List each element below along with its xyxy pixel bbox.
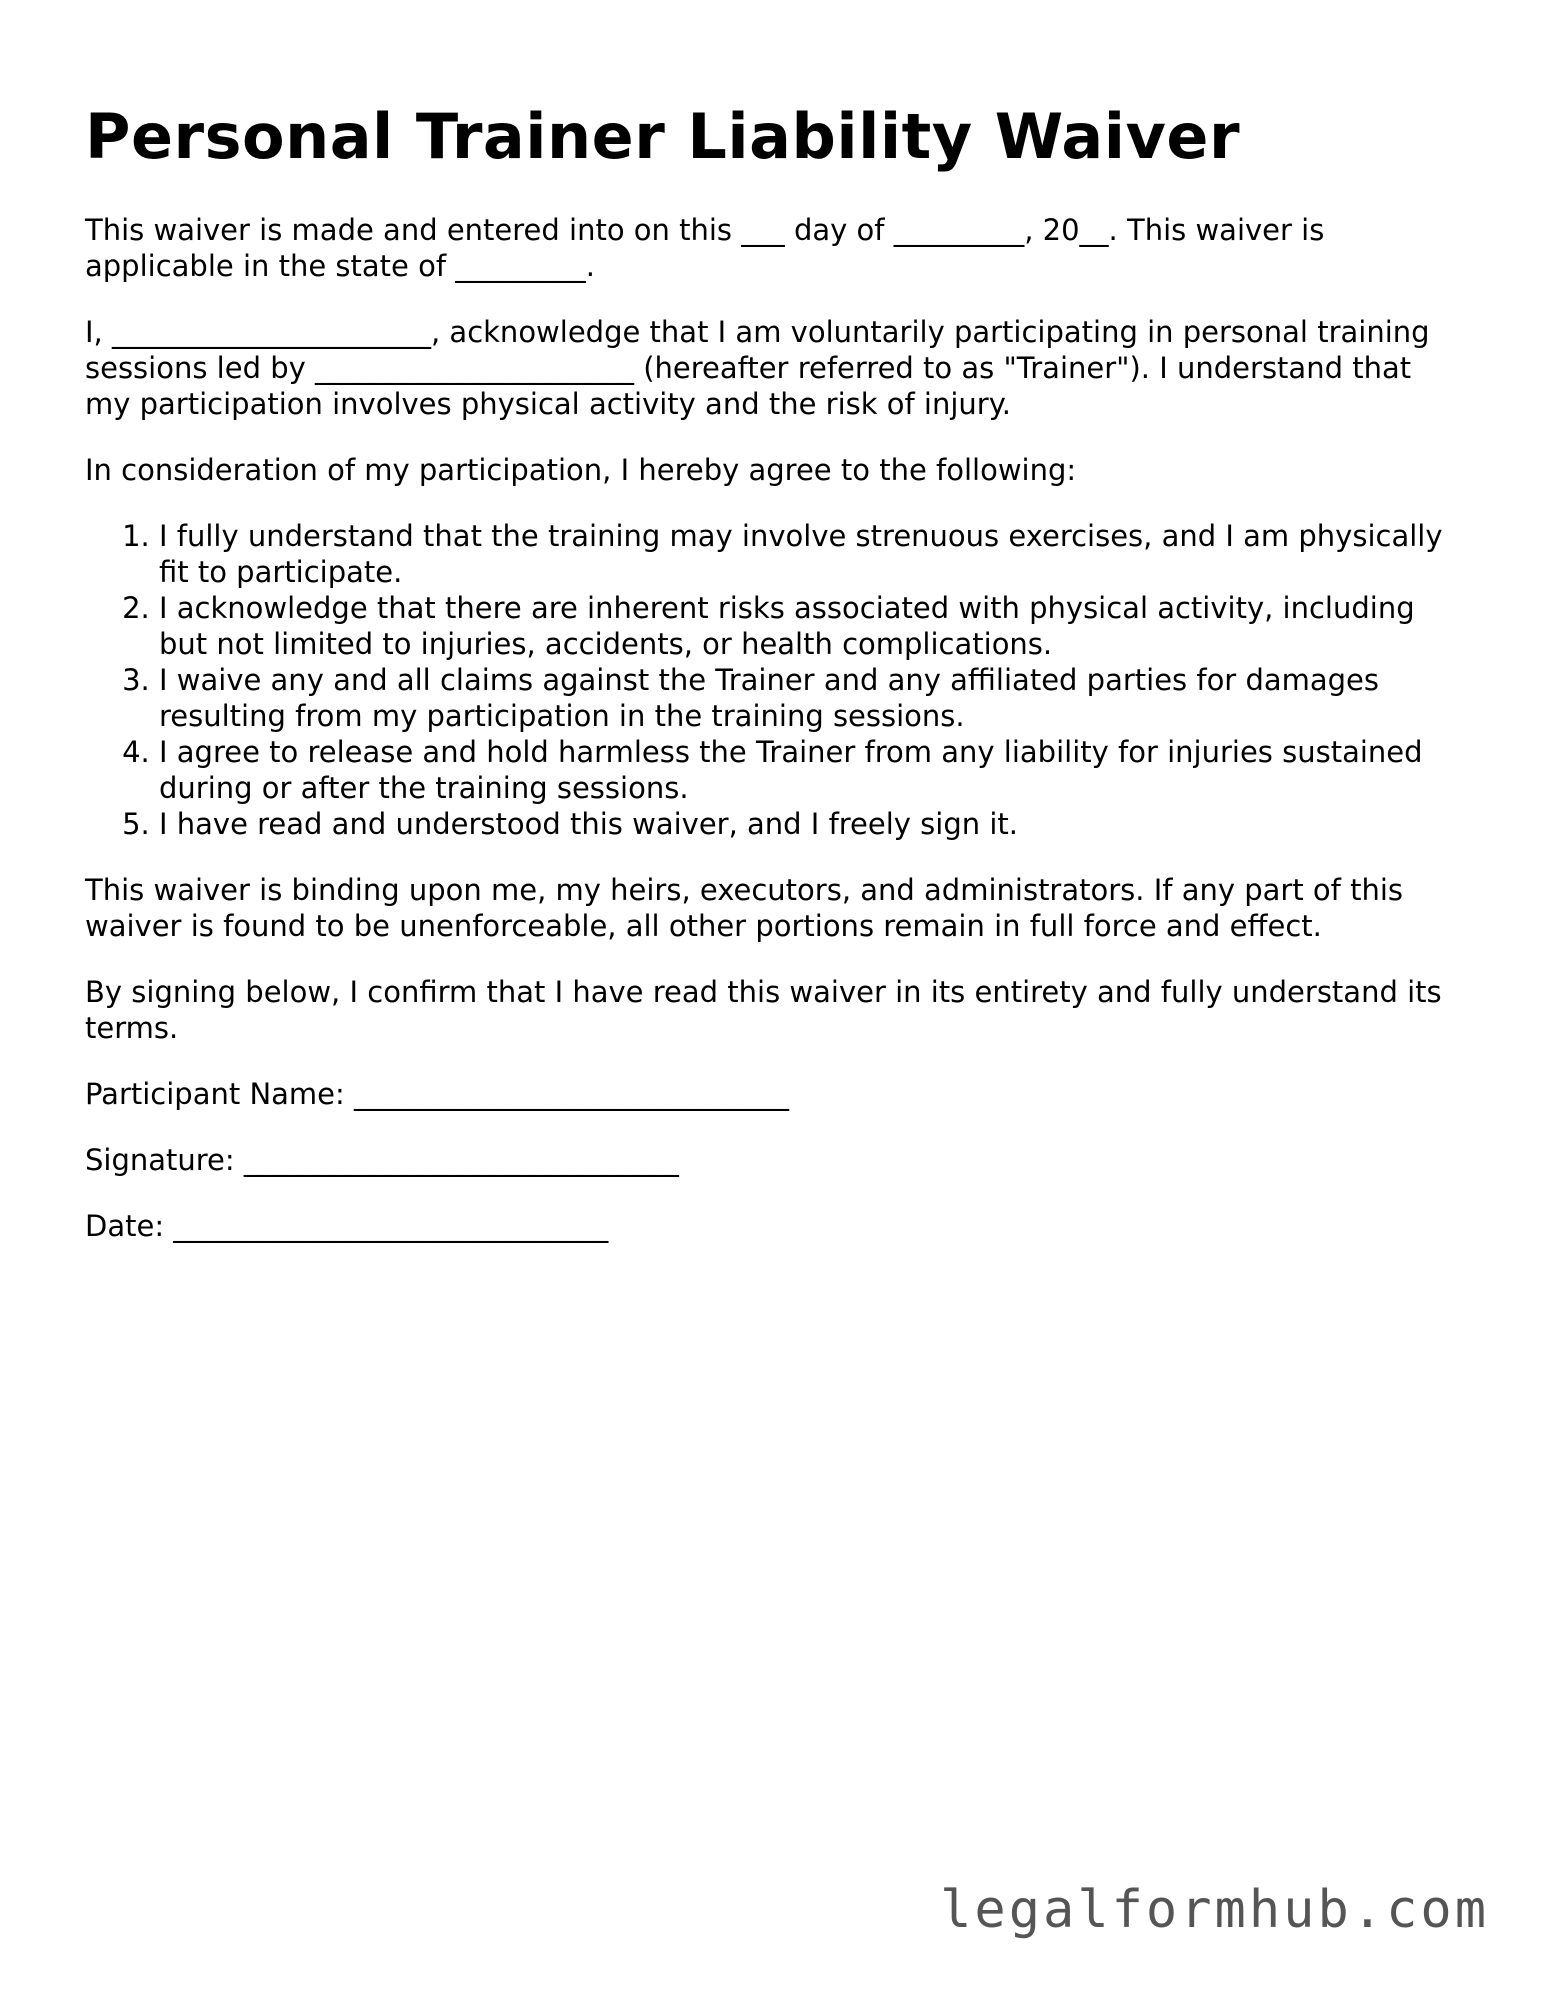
consideration-paragraph: In consideration of my participation, I hereby agree to the following: [85, 453, 1077, 488]
participant-name-field: Participant Name: ______________________________ [85, 1077, 790, 1112]
term-item-4: 4. I agree to release and hold harmless the Trainer from any liability for injuries sustained during or after the training sessions. [159, 734, 1465, 806]
terms-list [85, 518, 1465, 842]
term-item-2: 2. I acknowledge that there are inherent risks associated with physical activity, including but not limited to injuries, accidents, or health complications. [159, 590, 1465, 662]
term-item-1: 1. I fully understand that the training may involve strenuous exercises, and I am physically fit to participate. [159, 518, 1465, 590]
term-item-5: 5. I have read and understood this waiver, and I freely sign it. [159, 806, 1465, 842]
confirmation-paragraph: By signing below, I confirm that I have read this waiver in its entirety and fully understand its terms. [85, 975, 1442, 1046]
binding-paragraph: This waiver is binding upon me, my heirs, executors, and administrators. If any part of this waiver is found to be unenforceable, all other portions remain in full force and effect. [85, 873, 1403, 944]
intro-paragraph: This waiver is made and entered into on this ___ day of _________, 20__. This waiver is applicable in the state of _________. [85, 213, 1325, 284]
document-page [85, 100, 1465, 1274]
document-title: Personal Trainer Liability Waiver [85, 100, 1241, 173]
acknowledgement-paragraph: I, ______________________, acknowledge that I am voluntarily participating in personal training sessions led by ______________________ (hereafter referred to as "Trainer"). I understand that my participation involves physical activity and the risk of injury. [85, 315, 1430, 422]
term-item-3: 3. I waive any and all claims against the Trainer and any affiliated parties for damages resulting from my participation in the training sessions. [159, 662, 1465, 734]
date-field: Date: ______________________________ [85, 1209, 609, 1244]
watermark-text: legalformhub.com [940, 1880, 1489, 1940]
signature-field: Signature: ______________________________ [85, 1143, 679, 1178]
